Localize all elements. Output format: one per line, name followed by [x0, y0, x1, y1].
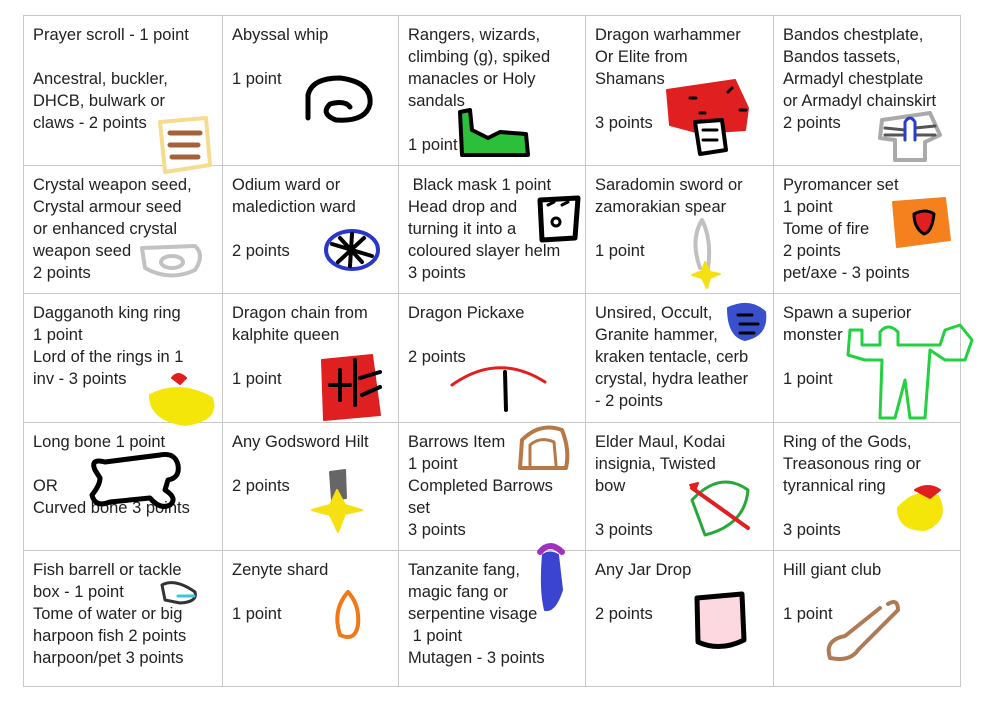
cell-text-line: Tanzanite fang,: [408, 561, 520, 579]
cell-text-line: 3 points: [595, 114, 653, 132]
cell-text-line: 1 point: [408, 136, 458, 154]
board-row: [24, 166, 961, 294]
cell-text-line: Saradomin sword or: [595, 176, 743, 194]
board-cell: [586, 551, 774, 687]
board-cell: [24, 423, 223, 551]
cell-text-line: claws - 2 points: [33, 114, 147, 132]
cell-text-line: [408, 112, 585, 134]
cell-text-line: Bandos chestplate,: [783, 26, 924, 44]
cell-text-line: Hill giant club: [783, 561, 882, 579]
cell-text-line: [232, 581, 398, 603]
cell-text-line: monster: [783, 326, 843, 344]
cell-text-line: serpentine visage: [408, 605, 538, 623]
cell-text-line: [33, 453, 222, 475]
cell-text-line: 2 points: [33, 264, 91, 282]
cell-text-line: 2 points: [783, 242, 841, 260]
cell-text-line: insignia, Twisted: [595, 455, 716, 473]
cell-text-line: box - 1 point: [33, 583, 124, 601]
cell-text-line: Bandos tassets,: [783, 48, 901, 66]
cell-text-line: harpoon/pet 3 points: [33, 649, 184, 667]
cell-text-line: Dragon chain from: [232, 304, 368, 322]
cell-text-line: Abyssal whip: [232, 26, 329, 44]
board-cell: [223, 16, 399, 166]
cell-text-line: Curved bone 3 points: [33, 499, 190, 517]
board-cell: [774, 551, 961, 687]
cell-text-line: Mutagen - 3 points: [408, 649, 545, 667]
cell-text-line: malediction ward: [232, 198, 356, 216]
cell-text-line: Any Jar Drop: [595, 561, 692, 579]
board-cell: [24, 551, 223, 687]
cell-text-line: 3 points: [408, 521, 466, 539]
cell-text-line: manacles or Holy: [408, 70, 536, 88]
cell-text-line: magic fang or: [408, 583, 508, 601]
cell-text-line: crystal, hydra leather: [595, 370, 749, 388]
cell-text-line: 2 points: [783, 114, 841, 132]
board-cell: [223, 294, 399, 423]
cell-text-line: 3 points: [783, 521, 841, 539]
cell-text-line: [232, 46, 398, 68]
cell-text-line: or Armadyl chainskirt: [783, 92, 937, 110]
cell-text-line: Zenyte shard: [232, 561, 329, 579]
cell-text-line: bow: [595, 477, 626, 495]
cell-text-line: kraken tentacle, cerb: [595, 348, 749, 366]
board-row: [24, 294, 961, 423]
cell-text-line: harpoon fish 2 points: [33, 627, 187, 645]
cell-text-line: Long bone 1 point: [33, 433, 166, 451]
cell-text-line: Black mask 1 point: [408, 176, 552, 194]
cell-text-line: [595, 218, 773, 240]
cell-text-line: weapon seed: [33, 242, 132, 260]
cell-text-line: Ring of the Gods,: [783, 433, 912, 451]
cell-text-line: Lord of the rings in 1: [33, 348, 184, 366]
cell-text-line: pet/axe - 3 points: [783, 264, 910, 282]
cell-text-line: [783, 497, 960, 519]
board-cell: [774, 166, 961, 294]
cell-text-line: [595, 497, 773, 519]
cell-text-line: climbing (g), spiked: [408, 48, 551, 66]
board-cell: [399, 294, 586, 423]
cell-text-line: coloured slayer helm: [408, 242, 561, 260]
cell-text-line: kalphite queen: [232, 326, 340, 344]
cell-text-line: DHCB, bulwark or: [33, 92, 166, 110]
cell-text-line: 2 points: [595, 605, 653, 623]
board-cell: [399, 166, 586, 294]
cell-text-line: Dragon Pickaxe: [408, 304, 525, 322]
cell-text-line: [595, 90, 773, 112]
cell-text-line: or enhanced crystal: [33, 220, 177, 238]
cell-text-line: 1 point: [783, 370, 833, 388]
cell-text-line: [232, 453, 398, 475]
cell-text-line: Ancestral, buckler,: [33, 70, 168, 88]
cell-text-line: [783, 346, 960, 368]
bingo-board: [23, 15, 961, 687]
cell-text-line: Armadyl chestplate: [783, 70, 924, 88]
cell-text-line: set: [408, 499, 431, 517]
cell-text-line: 1 point: [408, 455, 458, 473]
cell-text-line: Completed Barrows: [408, 477, 553, 495]
board-cell: [399, 551, 586, 687]
cell-text-line: [232, 346, 398, 368]
cell-text-line: 1 point: [595, 242, 645, 260]
cell-text-line: 3 points: [408, 264, 466, 282]
cell-text-line: Head drop and: [408, 198, 518, 216]
cell-text-line: Granite hammer,: [595, 326, 718, 344]
cell-text-line: Crystal armour seed: [33, 198, 182, 216]
cell-text-line: Elder Maul, Kodai: [595, 433, 726, 451]
cell-text-line: Rangers, wizards,: [408, 26, 541, 44]
board-cell: [586, 294, 774, 423]
cell-text-line: 1 point: [232, 70, 282, 88]
board-cell: [24, 166, 223, 294]
cell-text-line: [783, 581, 960, 603]
cell-text-line: 1 point: [232, 605, 282, 623]
cell-text-line: OR: [33, 477, 58, 495]
cell-text-line: Shamans: [595, 70, 665, 88]
board-cell: [399, 16, 586, 166]
cell-text-line: 2 points: [232, 242, 290, 260]
cell-text-line: 1 point: [783, 605, 833, 623]
cell-text-line: turning it into a: [408, 220, 517, 238]
board-row: [24, 423, 961, 551]
cell-text-line: 1 point: [33, 326, 83, 344]
board-cell: [24, 16, 223, 166]
cell-text-line: [408, 324, 585, 346]
board-cell: [586, 166, 774, 294]
cell-text-line: Barrows Item: [408, 433, 506, 451]
cell-text-line: Crystal weapon seed,: [33, 176, 192, 194]
cell-text-line: 2 points: [232, 477, 290, 495]
cell-text-line: 1 point: [232, 370, 282, 388]
cell-text-line: Dragon warhammer: [595, 26, 741, 44]
board-cell: [399, 423, 586, 551]
cell-text-line: inv - 3 points: [33, 370, 127, 388]
board-cell: [223, 423, 399, 551]
board-cell: [223, 166, 399, 294]
cell-text-line: Spawn a superior: [783, 304, 912, 322]
cell-text-line: tyrannical ring: [783, 477, 886, 495]
board-cell: [774, 16, 961, 166]
board-cell: [586, 16, 774, 166]
cell-text-line: Any Godsword Hilt: [232, 433, 369, 451]
cell-text-line: Pyromancer set: [783, 176, 899, 194]
cell-text-line: Fish barrell or tackle: [33, 561, 182, 579]
cell-text-line: Tome of fire: [783, 220, 870, 238]
board-row: [24, 551, 961, 687]
cell-text-line: [595, 581, 773, 603]
cell-text-line: 1 point: [783, 198, 833, 216]
cell-text-line: [33, 46, 222, 68]
cell-text-line: Or Elite from: [595, 48, 688, 66]
cell-text-line: - 2 points: [595, 392, 663, 410]
cell-text-line: Odium ward or: [232, 176, 341, 194]
cell-text-line: 2 points: [408, 348, 466, 366]
cell-text-line: Unsired, Occult,: [595, 304, 713, 322]
cell-text-line: 3 points: [595, 521, 653, 539]
cell-text-line: Prayer scroll - 1 point: [33, 26, 189, 44]
board-cell: [223, 551, 399, 687]
board-row: [24, 16, 961, 166]
cell-text-line: 1 point: [408, 627, 463, 645]
board-cell: [586, 423, 774, 551]
board-cell: [24, 294, 223, 423]
board-cell: [774, 423, 961, 551]
cell-text-line: sandals: [408, 92, 465, 110]
cell-text-line: [232, 218, 398, 240]
board-cell: [774, 294, 961, 423]
cell-text-line: Treasonous ring or: [783, 455, 921, 473]
cell-text-line: Tome of water or big: [33, 605, 183, 623]
cell-text-line: Dagganoth king ring: [33, 304, 181, 322]
cell-text-line: zamorakian spear: [595, 198, 727, 216]
